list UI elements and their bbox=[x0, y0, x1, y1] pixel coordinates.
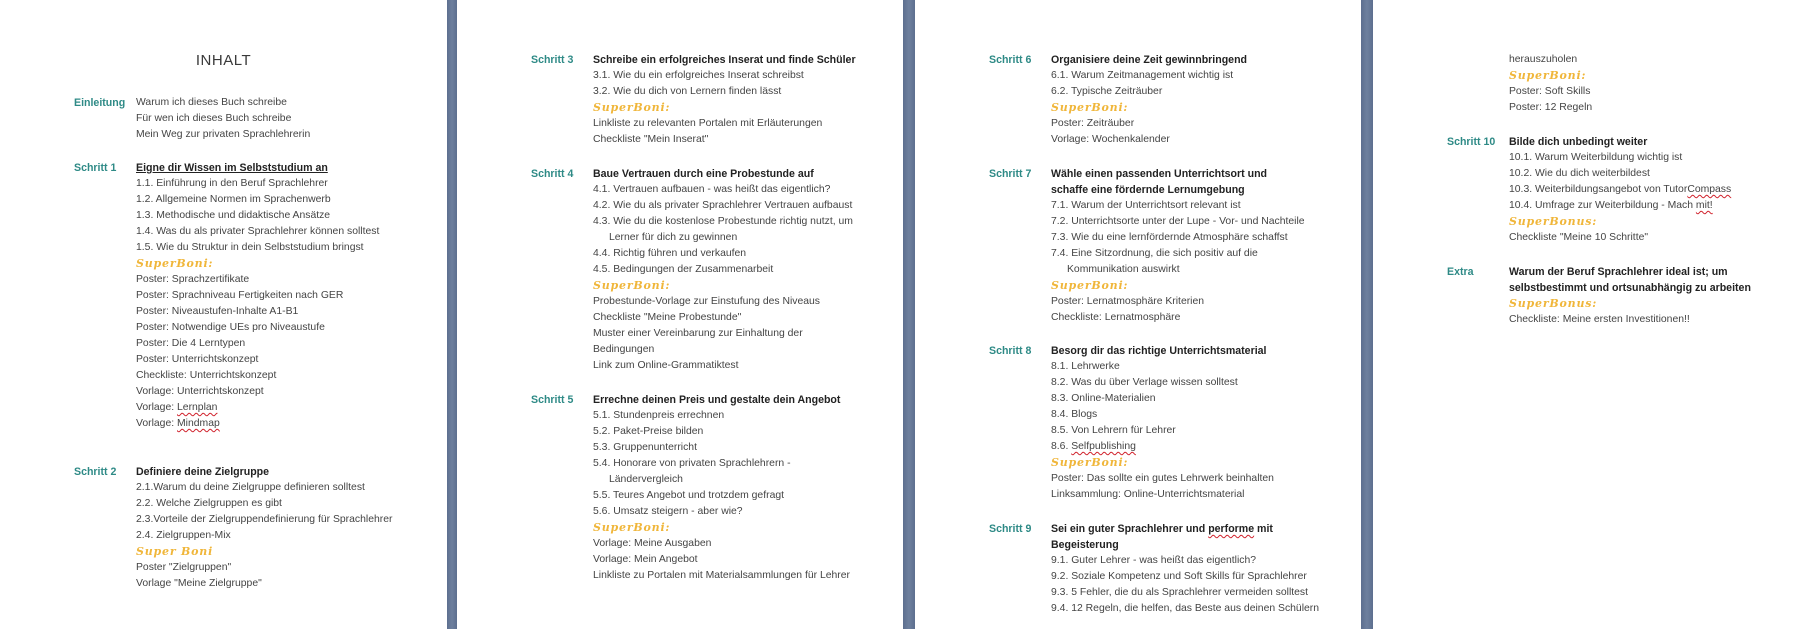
spellcheck-word: Selfpublishing bbox=[1071, 441, 1136, 452]
extra-line: Checkliste "Meine Probestunde" bbox=[593, 312, 742, 323]
toc-line: 10.3. Weiterbildungsangebot von TutorCompass bbox=[1509, 184, 1732, 195]
toc-line: 4.5. Bedingungen der Zusammenarbeit bbox=[593, 264, 774, 275]
section-label: Schritt 7 bbox=[989, 168, 1032, 180]
spellcheck-word: Lernplan bbox=[177, 402, 218, 413]
toc-line: Für wen ich dieses Buch schreibe bbox=[136, 113, 292, 124]
section-schritt-4 bbox=[531, 166, 887, 374]
toc-line: 8.5. Von Lehrern für Lehrer bbox=[1051, 425, 1176, 436]
super-boni-label: SuperBonus: bbox=[1509, 215, 1598, 228]
section-heading: Errechne deinen Preis und gestalte dein Angebot bbox=[593, 394, 841, 406]
extra-line: Vorlage: Meine Ausgaben bbox=[593, 538, 712, 549]
toc-line: 9.2. Soziale Kompetenz und Soft Skills für Sprachlehrer bbox=[1051, 571, 1307, 582]
section-schritt-3 bbox=[531, 52, 887, 148]
section-heading: Definiere deine Zielgruppe bbox=[136, 466, 270, 478]
toc-line: 7.1. Warum der Unterrichtsort relevant ist bbox=[1051, 200, 1241, 211]
toc-line: 3.2. Wie du dich von Lernern finden lässt bbox=[593, 86, 782, 97]
section-einleitung bbox=[74, 95, 434, 143]
extra-line: Poster: Die 4 Lerntypen bbox=[136, 338, 246, 349]
section-schritt-9 bbox=[989, 521, 1345, 617]
toc-line: 5.5. Teures Angebot und trotzdem gefragt bbox=[593, 490, 785, 501]
super-boni-label: SuperBoni: bbox=[593, 521, 671, 534]
toc-line: 8.1. Lehrwerke bbox=[1051, 361, 1120, 372]
extra-line: Checkliste: Lernatmosphäre bbox=[1051, 312, 1181, 323]
toc-line: 1.3. Methodische und didaktische Ansätze bbox=[136, 210, 331, 221]
extra-line: Linksammlung: Online-Unterrichtsmaterial bbox=[1051, 489, 1245, 500]
toc-line: 10.4. Umfrage zur Weiterbildung - Mach mit! bbox=[1509, 200, 1713, 211]
super-boni-label: SuperBoni: bbox=[593, 101, 671, 114]
section-extra bbox=[1447, 264, 1799, 328]
section-schritt-1 bbox=[74, 160, 434, 432]
extra-line: Checkliste "Meine 10 Schritte" bbox=[1509, 232, 1649, 243]
toc-line: 5.4. Honorare von privaten Sprachlehrern - bbox=[593, 458, 791, 469]
extra-line: Muster einer Vereinbarung zur Einhaltung der bbox=[593, 328, 803, 339]
extra-line: Poster "Zielgruppen" bbox=[136, 562, 232, 573]
toc-line: herauszuholen bbox=[1509, 54, 1578, 65]
extra-line: Poster: Sprachzertifikate bbox=[136, 274, 250, 285]
toc-line: Mein Weg zur privaten Sprachlehrerin bbox=[136, 129, 311, 140]
extra-line: Poster: Das sollte ein gutes Lehrwerk beinhalten bbox=[1051, 473, 1274, 484]
section-label: Schritt 2 bbox=[74, 466, 117, 478]
toc-line: 1.4. Was du als privater Sprachlehrer können solltest bbox=[136, 226, 380, 237]
toc-line: 5.1. Stundenpreis errechnen bbox=[593, 410, 725, 421]
toc-line: 4.2. Wie du als privater Sprachlehrer Vertrauen aufbaust bbox=[593, 200, 853, 211]
extra-line: Link zum Online-Grammatiktest bbox=[593, 360, 739, 371]
extra-line: Poster: Sprachniveau Fertigkeiten nach GER bbox=[136, 290, 344, 301]
extra-line: Poster: Soft Skills bbox=[1509, 86, 1591, 97]
toc-line: Warum ich dieses Buch schreibe bbox=[136, 97, 287, 108]
super-boni-label: SuperBoni: bbox=[136, 257, 214, 270]
toc-line: Ländervergleich bbox=[609, 474, 683, 485]
page-3 bbox=[915, 0, 1361, 629]
extra-line: Poster: Niveaustufen-Inhalte A1-B1 bbox=[136, 306, 299, 317]
extra-line: Poster: Zeiträuber bbox=[1051, 118, 1135, 129]
extra-line: Poster: 12 Regeln bbox=[1509, 102, 1593, 113]
toc-line: 8.2. Was du über Verlage wissen solltest bbox=[1051, 377, 1238, 388]
spellcheck-word: performe bbox=[1208, 523, 1255, 535]
section-label: Schritt 5 bbox=[531, 394, 574, 406]
toc-line: 5.2. Paket-Preise bilden bbox=[593, 426, 704, 437]
page-2 bbox=[457, 0, 903, 629]
super-boni-label: SuperBoni: bbox=[1051, 101, 1129, 114]
section-schritt-10 bbox=[1447, 134, 1799, 246]
section-label: Schritt 4 bbox=[531, 168, 574, 180]
section-heading: Wähle einen passenden Unterrichtsort und schaffe eine fördernde Lernumgebung bbox=[1051, 168, 1268, 196]
toc-line: 8.3. Online-Materialien bbox=[1051, 393, 1156, 404]
toc-line: 4.4. Richtig führen und verkaufen bbox=[593, 248, 747, 259]
toc-line: 5.3. Gruppenunterricht bbox=[593, 442, 697, 453]
section-heading-cont: Begeisterung bbox=[1051, 539, 1119, 551]
section-label: Schritt 6 bbox=[989, 54, 1032, 66]
toc-line: 7.3. Wie du eine lernfördernde Atmosphäre schaffst bbox=[1051, 232, 1288, 243]
super-boni-label: SuperBonus: bbox=[1509, 297, 1598, 310]
section-heading-cont: selbstbestimmt und ortsunabhängig zu arbeiten bbox=[1509, 282, 1751, 294]
super-boni-label: SuperBoni: bbox=[1051, 456, 1129, 469]
section-schritt-9-continued bbox=[1447, 52, 1799, 116]
section-label: Extra bbox=[1447, 266, 1474, 278]
section-label: Schritt 9 bbox=[989, 523, 1032, 535]
spellcheck-word: Compass bbox=[1687, 184, 1732, 195]
section-heading: Sei ein guter Sprachlehrer und performe mit bbox=[1051, 523, 1273, 535]
extra-line: Vorlage: Wochenkalender bbox=[1051, 134, 1170, 145]
spellcheck-word: Mindmap bbox=[177, 418, 220, 429]
extra-line: Bedingungen bbox=[593, 344, 655, 355]
toc-line: 2.4. Zielgruppen-Mix bbox=[136, 530, 231, 541]
page-title: INHALT bbox=[195, 52, 252, 69]
extra-line: Vorlage: Lernplan bbox=[136, 402, 218, 413]
toc-line: 9.1. Guter Lehrer - was heißt das eigentlich? bbox=[1051, 555, 1257, 566]
page-1 bbox=[0, 0, 447, 629]
toc-line: 2.2. Welche Zielgruppen es gibt bbox=[136, 498, 282, 509]
section-label: Schritt 3 bbox=[531, 54, 574, 66]
section-label: Schritt 1 bbox=[74, 162, 117, 174]
section-heading: Warum der Beruf Sprachlehrer ideal ist; um bbox=[1509, 266, 1728, 278]
toc-line: 4.1. Vertrauen aufbauen - was heißt das eigentlich? bbox=[593, 184, 831, 195]
toc-line: 6.1. Warum Zeitmanagement wichtig ist bbox=[1051, 70, 1234, 81]
toc-line: 6.2. Typische Zeiträuber bbox=[1051, 86, 1163, 97]
extra-line: Probestunde-Vorlage zur Einstufung des Niveaus bbox=[593, 296, 821, 307]
extra-line: Checkliste "Mein Inserat" bbox=[593, 134, 709, 145]
super-boni-label: SuperBoni: bbox=[1509, 69, 1587, 82]
toc-line: 5.6. Umsatz steigern - aber wie? bbox=[593, 506, 743, 517]
extra-line: Vorlage: Mein Angebot bbox=[593, 554, 698, 565]
toc-line: 1.5. Wie du Struktur in dein Selbststudium bringst bbox=[136, 242, 364, 253]
section-label: Einleitung bbox=[74, 97, 126, 109]
section-heading: Besorg dir das richtige Unterrichtsmaterial bbox=[1051, 345, 1267, 357]
toc-line: 1.1. Einführung in den Beruf Sprachlehrer bbox=[136, 178, 328, 189]
extra-line: Vorlage: Mindmap bbox=[136, 418, 220, 429]
extra-line: Checkliste: Meine ersten Investitionen!! bbox=[1509, 314, 1690, 325]
spellcheck-word: mit! bbox=[1695, 200, 1713, 211]
toc-line: Lerner für dich zu gewinnen bbox=[609, 232, 738, 243]
extra-line: Vorlage: Unterrichtskonzept bbox=[136, 386, 264, 397]
toc-line: 2.3.Vorteile der Zielgruppendefinierung für Sprachlehrer bbox=[136, 514, 393, 525]
extra-line: Vorlage "Meine Zielgruppe" bbox=[136, 578, 262, 589]
toc-line: 8.4. Blogs bbox=[1051, 409, 1098, 420]
section-heading: Organisiere deine Zeit gewinnbringend bbox=[1051, 54, 1248, 66]
super-boni-label: Super Boni bbox=[136, 545, 214, 558]
toc-line: 4.3. Wie du die kostenlose Probestunde richtig nutzt, um bbox=[593, 216, 853, 227]
extra-line: Poster: Notwendige UEs pro Niveaustufe bbox=[136, 322, 325, 333]
extra-line: Poster: Lernatmosphäre Kriterien bbox=[1051, 296, 1205, 307]
section-schritt-2 bbox=[74, 464, 434, 592]
section-schritt-8 bbox=[989, 343, 1345, 503]
toc-line: 7.4. Eine Sitzordnung, die sich positiv auf die bbox=[1051, 248, 1258, 259]
page-gap bbox=[1361, 0, 1373, 629]
section-schritt-5 bbox=[531, 392, 887, 584]
extra-line: Checkliste: Unterrichtskonzept bbox=[136, 370, 277, 381]
page-4 bbox=[1373, 0, 1813, 629]
extra-line: Linkliste zu Portalen mit Materialsammlungen für Lehrer bbox=[593, 570, 850, 581]
super-boni-label: SuperBoni: bbox=[1051, 279, 1129, 292]
toc-line: 9.3. 5 Fehler, die du als Sprachlehrer vermeiden solltest bbox=[1051, 587, 1309, 598]
toc-line: 10.1. Warum Weiterbildung wichtig ist bbox=[1509, 152, 1683, 163]
section-heading: Bilde dich unbedingt weiter bbox=[1509, 136, 1648, 148]
section-heading: Eigne dir Wissen im Selbststudium an bbox=[136, 162, 328, 174]
toc-line: 10.2. Wie du dich weiterbildest bbox=[1509, 168, 1650, 179]
toc-line: 2.1.Warum du deine Zielgruppe definieren solltest bbox=[136, 482, 365, 493]
section-label: Schritt 8 bbox=[989, 345, 1032, 357]
extra-line: Poster: Unterrichtskonzept bbox=[136, 354, 259, 365]
section-schritt-6 bbox=[989, 52, 1345, 148]
toc-line: Kommunikation auswirkt bbox=[1067, 264, 1180, 275]
page-gap bbox=[447, 0, 457, 629]
extra-line: Linkliste zu relevanten Portalen mit Erläuterungen bbox=[593, 118, 823, 129]
toc-line: 9.4. 12 Regeln, die helfen, das Beste aus deinen Schülern bbox=[1051, 603, 1320, 614]
section-label: Schritt 10 bbox=[1447, 136, 1496, 148]
toc-line: 8.6. Selfpublishing bbox=[1051, 441, 1136, 452]
section-schritt-7 bbox=[989, 166, 1345, 326]
toc-line: 1.2. Allgemeine Normen im Sprachenwerb bbox=[136, 194, 331, 205]
super-boni-label: SuperBoni: bbox=[593, 279, 671, 292]
toc-line: 7.2. Unterrichtsorte unter der Lupe - Vor- und Nachteile bbox=[1051, 216, 1305, 227]
section-heading: Schreibe ein erfolgreiches Inserat und finde Schüler bbox=[593, 54, 856, 66]
page-gap bbox=[903, 0, 915, 629]
section-heading: Baue Vertrauen durch eine Probestunde auf bbox=[593, 168, 814, 180]
toc-line: 3.1. Wie du ein erfolgreiches Inserat schreibst bbox=[593, 70, 804, 81]
